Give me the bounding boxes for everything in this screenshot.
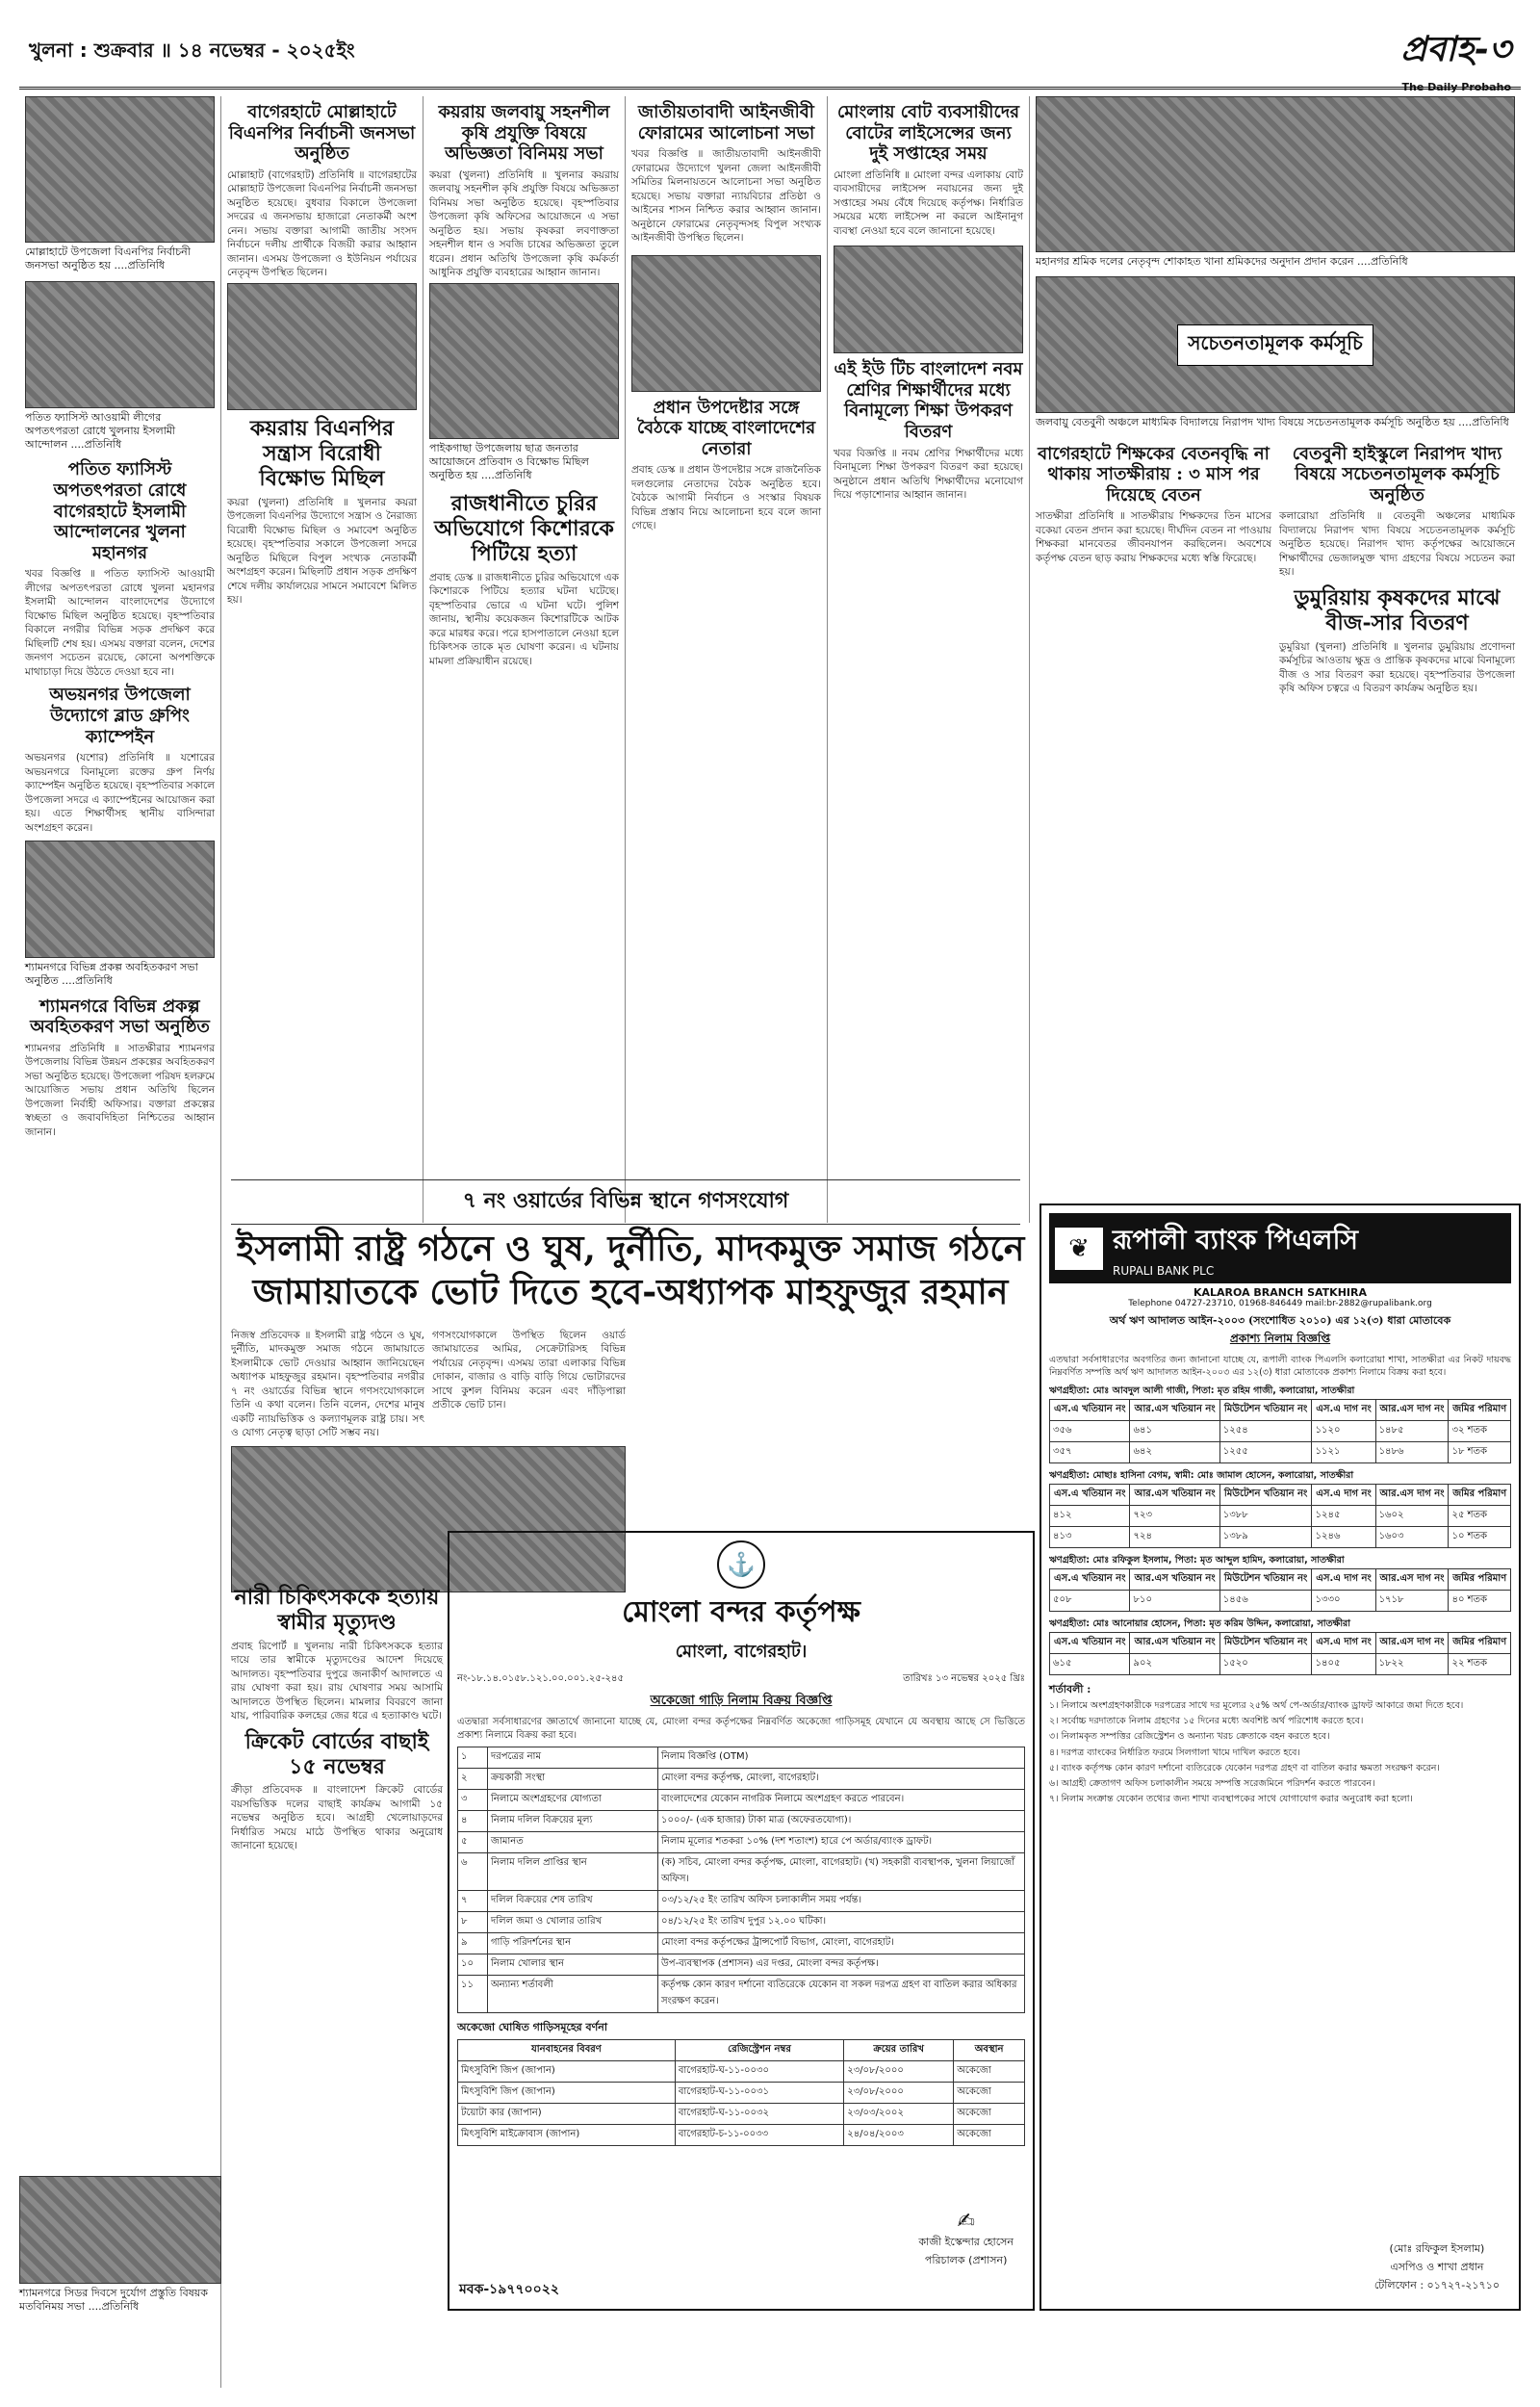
property-cell: ৬১৫ — [1050, 1654, 1130, 1675]
article-text: মোল্লাহাট (বাগেরহাট) প্রতিনিধি ॥ বাগেরহাটের মোল্লাহাট উপজেলা বিএনপির নির্বাচনী জনসভা অনুষ্ঠিত হয়েছে। বুধবার বিকালে উপজেলা সদরের এ জনসভায় হাজারো নেতাকর্মী অংশ নেন। সভায় বক্তারা আগামী জাতীয় সংসদ নির্বাচনে দলীয় প্রার্থীকে বিজয়ী করার আহ্বান জানান। এসময় উপজেলা ও ইউনিয়ন পর্যায়ের নেতৃবৃন্দ উপস্থিত ছিলেন। — [227, 168, 417, 279]
article-text: প্রবাহ ডেস্ক ॥ প্রধান উপদেষ্টার সঙ্গে রাজনৈতিক দলগুলোর নেতাদের বৈঠক অনুষ্ঠিত হবে। বৈঠকে আগামী নির্বাচন ও সংস্কার বিষয়ক বিভিন্ন প্রস্তাব নিয়ে আলোচনা হবে বলে জানা গেছে। — [631, 464, 821, 532]
notice-term-cell: নিলামে অংশগ্রহণের যোগ্যতা — [488, 1789, 658, 1810]
property-cell: ৬৪১ — [1130, 1421, 1219, 1442]
bank-notice-subtitle: প্রকাশ্য নিলাম বিজ্ঞপ্তি — [1229, 1332, 1331, 1345]
vehicle-cell: টয়োটা কার (জাপান) — [458, 2103, 676, 2124]
property-cell: ৪১২ — [1050, 1506, 1130, 1527]
borrower-label: ঋণগ্রহীতা: মোঃ আনোয়ার হোসেন, পিতা: মৃত করিম উদ্দিন, কলারোয়া, সাতক্ষীরা — [1049, 1618, 1351, 1630]
vehicle-table-header — [458, 2039, 1025, 2060]
article-body — [25, 567, 215, 679]
notice-ref: নং-১৮.১৪.০১৫৮.১২১.০০.০০১.২৫-২৪৫ — [457, 1673, 624, 1684]
column-1 — [19, 96, 221, 2388]
property-cell: ৪১৩ — [1050, 1527, 1130, 1548]
column-2 — [221, 96, 424, 1223]
property-cell: ১৪৮৬ — [1375, 1442, 1449, 1463]
article-headline: রাজধানীতে চুরির অভিযোগে কিশোরকে পিটিয়ে হত্যা — [434, 490, 614, 567]
property-cell: ৫০৮ — [1050, 1591, 1130, 1612]
property-cell: ১৫২০ — [1219, 1654, 1312, 1675]
notice-term-cell: ১০ — [458, 1954, 488, 1975]
column-5 — [828, 96, 1030, 1223]
news-photo — [1036, 96, 1515, 252]
term-item: ৩। নিলামকৃত সম্পত্তির রেজিস্ট্রেশন ও অন্যান্য খরচ ক্রেতাকে বহন করতে হবে। — [1049, 1731, 1330, 1743]
property-header-cell: আর.এস দাগ নং — [1375, 1485, 1449, 1506]
terms-title: শর্তাবলী : — [1049, 1683, 1091, 1696]
property-header-cell: আর.এস দাগ নং — [1375, 1569, 1449, 1591]
article-body — [231, 1329, 626, 1440]
vehicle-cell: ২৩/০৮/২০০০ — [844, 2060, 954, 2082]
property-cell: ১২৪৫ — [1312, 1506, 1375, 1527]
property-header-cell: মিউটেশন খতিয়ান নং — [1219, 1400, 1312, 1421]
terms-list — [1049, 1699, 1511, 1805]
property-header-row — [1050, 1485, 1511, 1506]
notice-term-cell: ৪ — [458, 1810, 488, 1831]
property-cell: ৪০ শতক — [1449, 1591, 1511, 1612]
property-cell: ২৫ শতক — [1449, 1506, 1511, 1527]
header-date: খুলনা : শুক্রবার ॥ ১৪ নভেম্বর - ২০২৫ইং — [29, 39, 355, 62]
photo-caption: পাইকগাছা উপজেলায় ছাত্র জনতার আয়োজনে প্রতিবাদ ও বিক্ষোভ মিছিল অনুষ্ঠিত হয় ....প্রতিনিধি — [429, 441, 589, 482]
property-row — [1050, 1527, 1511, 1548]
article-text: খবর বিজ্ঞপ্তি ॥ নবম শ্রেণির শিক্ষার্থীদের মধ্যে বিনামূল্যে শিক্ষা উপকরণ বিতরণ করা হয়েছে। অনুষ্ঠানে প্রধান অতিথি শিক্ষার্থীদের মনোযোগ দিয়ে পড়াশোনার আহ্বান জানান। — [834, 447, 1023, 502]
lead-headline: ইসলামী রাষ্ট্র গঠনে ও ঘুষ, দুর্নীতি, মাদকমুক্ত সমাজ গঠনে জামায়াতকে ভোট দিতে হবে-অধ্যাপক মাহফুজুর রহমান — [236, 1229, 1025, 1312]
notice-ref-row — [457, 1671, 1025, 1688]
article-headline: মোংলায় বোট ব্যবসায়ীদের বোটের লাইসেন্সের জন্য দুই সপ্তাহের সময় — [836, 102, 1020, 165]
property-header-cell: এস.এ দাগ নং — [1312, 1633, 1375, 1654]
notice-term-cell: নিলাম মূল্যের শতকরা ১০% (দশ শতাংশ) হারে পে অর্ডার/ব্যাংক ড্রাফট। — [658, 1831, 1025, 1852]
article-text: খবর বিজ্ঞপ্তি ॥ পতিত ফ্যাসিস্ট আওয়ামী লীগের অপতৎপরতা রোধে খুলনা মহানগর ইসলামী আন্দোলন বাংলাদেশের উদ্যোগে বিক্ষোভ মিছিল অনুষ্ঠিত হয়েছে। বৃহস্পতিবার বিকালে নগরীর বিভিন্ন সড়ক প্রদক্ষিণ করে মিছিলটি শেষ হয়। এসময় বক্তারা বলেন, দেশের জনগণ সচেতন রয়েছে, কোনো অপশক্তিকে মাথাচাড়া দিয়ে উঠতে দেওয়া হবে না। — [25, 568, 215, 678]
vehicle-row — [458, 2103, 1025, 2124]
notice-term-cell: ক্রয়কারী সংস্থা — [488, 1768, 658, 1789]
borrower-label: ঋণগ্রহীতা: মোছাঃ হাসিনা বেগম, স্বামী: মোঃ জামাল হোসেন, কলারোয়া, সাতক্ষীরা — [1049, 1470, 1354, 1482]
property-header-cell: এস.এ খতিয়ান নং — [1050, 1633, 1130, 1654]
notice-term-cell: দরপত্রের নাম — [488, 1747, 658, 1768]
property-header-cell: জমির পরিমাণ — [1449, 1485, 1511, 1506]
property-cell: ৮১০ — [1130, 1591, 1219, 1612]
article-headline: বেতবুনী হাইস্কুলে নিরাপদ খাদ্য বিষয়ে সচেতনতামূলক কর্মসূচি অনুষ্ঠিত — [1292, 443, 1502, 505]
article-headline: নারী চিকিৎসককে হত্যায় স্বামীর মৃত্যুদণ্ড — [234, 1585, 440, 1636]
article-text: কলারোয়া প্রতিনিধি ॥ বেতবুনী অঞ্চলের মাধ্যমিক বিদ্যালয়ে নিরাপদ খাদ্য বিষয়ে সচেতনতামূলক কর্মসূচি অনুষ্ঠিত হয়েছে। নিরাপদ খাদ্য কর্তৃপক্ষের আয়োজনে শিক্ষার্থীদের ভেজালমুক্ত খাদ্য গ্রহণের বিষয়ে সচেতন করা হয়। — [1279, 510, 1515, 579]
newspaper-page — [19, 19, 1521, 2388]
vehicle-cell: ২৩/০৮/২০০০ — [844, 2082, 954, 2103]
notice-term-cell: দলিল বিক্রয়ের শেষ তারিখ — [488, 1890, 658, 1911]
notice-term-cell: ১০০০/- (এক হাজার) টাকা মাত্র (অফেরতযোগ্য)। — [658, 1810, 1025, 1831]
column-3 — [424, 96, 626, 1223]
article-body — [1036, 509, 1271, 565]
notice-term-row — [458, 1768, 1025, 1789]
property-cell: ১৭১৮ — [1375, 1591, 1449, 1612]
notice-term-cell: ১ — [458, 1747, 488, 1768]
column-6 — [1030, 96, 1521, 1223]
property-header-row — [1050, 1400, 1511, 1421]
property-cell: ১৩৮৮ — [1219, 1506, 1312, 1527]
property-header-row — [1050, 1633, 1511, 1654]
property-cell: ১১২০ — [1312, 1421, 1375, 1442]
bank-name-bn: রূপালী ব্যাংক পিএলসি — [1113, 1224, 1359, 1255]
mongla-port-notice — [448, 1531, 1035, 2311]
property-header-cell: এস.এ খতিয়ান নং — [1050, 1400, 1130, 1421]
vehicle-cell: বাগেরহাট-ঘ-১১-০০৩১ — [675, 2082, 843, 2103]
notice-term-row — [458, 1975, 1025, 2012]
notice-term-cell: অন্যান্য শর্তাবলী — [488, 1975, 658, 2012]
bank-name-en: RUPALI BANK PLC — [1113, 1264, 1215, 1278]
notice-term-cell: গাড়ি পরিদর্শনের স্থান — [488, 1932, 658, 1954]
notice-term-row — [458, 1831, 1025, 1852]
logo-subtitle: The Daily Probaho — [1401, 81, 1511, 93]
news-photo — [429, 283, 619, 439]
term-item: ৫। ব্যাংক কর্তৃপক্ষ কোন কারণ দর্শানো ব্যতিরেকে যেকোন দরপত্র গ্রহণ বা বাতিল করার ক্ষমতা সংরক্ষণ করেন। — [1049, 1762, 1440, 1773]
notice-header — [457, 1540, 1025, 1668]
vehicle-cell: অকেজো — [954, 2103, 1025, 2124]
notice-term-cell: বাংলাদেশের যেকোন নাগরিক নিলামে অংশগ্রহণ করতে পারবেন। — [658, 1789, 1025, 1810]
term-item: ৪। দরপত্র ব্যাংকের নির্ধারিত ফরমে সিলগালা খামে দাখিল করতে হবে। — [1049, 1747, 1300, 1758]
term-item: ৭। নিলাম সংক্রান্ত যেকোন তথ্যের জন্য শাখা ব্যবস্থাপকের সাথে যোগাযোগ করার অনুরোধ করা হলো। — [1049, 1793, 1413, 1804]
notice-term-cell: ০৩/১২/২৫ ইং তারিখ অফিস চলাকালীন সময় পর্যন্ত। — [658, 1890, 1025, 1911]
bank-signature — [1374, 2240, 1500, 2295]
notice-term-cell: কর্তৃপক্ষ কোন কারণ দর্শানো ব্যতিরেকে যেকোন বা সকল দরপত্র গ্রহণ বা বাতিল করার অধিকার সংরক্ষণ করেন। — [658, 1975, 1025, 2012]
notice-term-row — [458, 1954, 1025, 1975]
article-body — [1279, 509, 1515, 579]
banner-overlay — [1037, 277, 1514, 412]
article-headline: এই ইউ টিচ বাংলাদেশ নবম শ্রেণির শিক্ষার্থীদের মধ্যে বিনামূল্যে শিক্ষা উপকরণ বিতরণ — [834, 359, 1023, 442]
vehicle-header-cell: রেজিস্ট্রেশন নম্বর — [675, 2039, 843, 2060]
vehicle-cell: ২৩/০৩/২০০২ — [844, 2103, 954, 2124]
news-photo — [1036, 276, 1515, 413]
bank-branch: KALAROA BRANCH SATKHIRA — [1193, 1286, 1367, 1299]
article-headline: শ্যামনগরে বিভিন্ন প্রকল্প অবহিতকরণ সভা অনুষ্ঠিত — [30, 996, 210, 1038]
article-body — [834, 447, 1023, 503]
vehicle-cell: বাগেরহাট-ঘ-১১-০০৩২ — [675, 2103, 843, 2124]
property-header-cell: মিউটেশন খতিয়ান নং — [1219, 1633, 1312, 1654]
article-headline: কয়রায় জলবায়ু সহনশীল কৃষি প্রযুক্তি বিষয়ে অভিজ্ঞতা বিনিময় সভা — [438, 102, 610, 165]
column-4 — [626, 96, 828, 1223]
signature-mark: ✍ — [957, 2210, 975, 2234]
property-cell: ১৮ শতক — [1449, 1442, 1511, 1463]
property-cell: ১৮২২ — [1375, 1654, 1449, 1675]
article-headline: বাগেরহাটে শিক্ষকের বেতনবৃদ্ধি না থাকায় সাতক্ষীরায় : ৩ মাস পর দিয়েছে বেতন — [1038, 443, 1270, 505]
news-photo — [25, 281, 215, 408]
property-header-cell: মিউটেশন খতিয়ান নং — [1219, 1569, 1312, 1591]
property-header-cell: এস.এ খতিয়ান নং — [1050, 1485, 1130, 1506]
vehicle-header-cell: ক্রয়ের তারিখ — [844, 2039, 954, 2060]
article-body — [631, 147, 821, 245]
article-headline: অভয়নগর উপজেলা উদ্যোগে ব্লাড গ্রুপিং ক্যাম্পেইন — [49, 685, 191, 747]
article-body — [1279, 640, 1515, 696]
property-table — [1049, 1484, 1511, 1548]
vehicle-header-cell: অবস্থান — [954, 2039, 1025, 2060]
notice-term-cell: নিলাম দলিল প্রাপ্তির স্থান — [488, 1852, 658, 1890]
notice-term-row — [458, 1810, 1025, 1831]
notice-term-cell: নিলাম দলিল বিক্রয়ের মূল্য — [488, 1810, 658, 1831]
news-photo — [25, 841, 215, 958]
notice-term-row — [458, 1911, 1025, 1932]
bank-signer-title: এসপিও ও শাখা প্রধান — [1390, 2261, 1484, 2273]
property-header-cell: জমির পরিমাণ — [1449, 1633, 1511, 1654]
notice-subtitle: মোংলা, বাগেরহাট। — [675, 1642, 808, 1662]
property-header-cell: আর.এস দাগ নং — [1375, 1633, 1449, 1654]
property-header-cell: এস.এ দাগ নং — [1312, 1569, 1375, 1591]
signer-title: পরিচালক (প্রশাসন) — [924, 2254, 1008, 2266]
notice-heading: অকেজো গাড়ি নিলাম বিক্রয় বিজ্ঞপ্তি — [650, 1694, 833, 1708]
property-cell: ২২ শতক — [1449, 1654, 1511, 1675]
notice-terms-table — [457, 1747, 1025, 2013]
logo-text: প্রবাহ-৩ — [1400, 29, 1511, 69]
property-header-cell: জমির পরিমাণ — [1449, 1400, 1511, 1421]
article-body — [429, 571, 619, 668]
property-cell: ১২৫৫ — [1219, 1442, 1312, 1463]
property-header-cell: জমির পরিমাণ — [1449, 1569, 1511, 1591]
vehicle-table-title: অকেজো ঘোষিত গাড়িসমূহের বর্ণনা — [457, 2020, 608, 2033]
article-text: শ্যামনগর প্রতিনিধি ॥ সাতক্ষীরার শ্যামনগর উপজেলায় বিভিন্ন উন্নয়ন প্রকল্পের অবহিতকরণ সভা অনুষ্ঠিত হয়েছে। উপজেলা পরিষদ হলরুমে আয়োজিত সভায় প্রধান অতিথি ছিলেন উপজেলা নির্বাহী অফিসার। বক্তারা প্রকল্পের স্বচ্ছতা ও জবাবদিহিতা নিশ্চিতের আহ্বান জানান। — [25, 1042, 215, 1138]
property-cell: ১২৪৬ — [1312, 1527, 1375, 1548]
property-header-cell: আর.এস খতিয়ান নং — [1130, 1633, 1219, 1654]
bottom-photo-block — [19, 2176, 221, 2322]
vehicle-row — [458, 2082, 1025, 2103]
newspaper-logo — [1400, 23, 1511, 93]
article-body — [631, 463, 821, 532]
article-text: কয়রা (খুলনা) প্রতিনিধি ॥ খুলনার কয়রা উপজেলা বিএনপির উদ্যোগে সন্ত্রাস ও নৈরাজ্য বিরোধী বিক্ষোভ মিছিল ও সমাবেশ অনুষ্ঠিত হয়েছে। বৃহস্পতিবার সকালে উপজেলা সদরে অনুষ্ঠিত মিছিলে বিপুল সংখ্যক নেতাকর্মী অংশগ্রহণ করেন। মিছিলটি প্রধান সড়ক প্রদক্ষিণ শেষে দলীয় কার্যালয়ের সামনে সমাবেশে মিলিত হয়। — [227, 496, 417, 607]
notice-term-row — [458, 1890, 1025, 1911]
article-text: খবর বিজ্ঞপ্তি ॥ জাতীয়তাবাদী আইনজীবী ফোরামের উদ্যোগে খুলনা জেলা আইনজীবী সমিতির মিলনায়তনে আলোচনা সভা অনুষ্ঠিত হয়েছে। সভায় বক্তারা ন্যায়বিচার প্রতিষ্ঠা ও আইনের শাসন নিশ্চিত করার আহ্বান জানান। অনুষ্ঠানে ফোরামের নেতৃবৃন্দসহ বিপুল সংখ্যক আইনজীবী উপস্থিত ছিলেন। — [631, 148, 821, 245]
notice-signature — [918, 2210, 1014, 2270]
notice-terms-body — [458, 1747, 1025, 2012]
vehicle-header-cell: যানবাহনের বিবরণ — [458, 2039, 676, 2060]
signer-name: কাজী ইস্কেন্দার হোসেন — [918, 2236, 1014, 2248]
bank-logo-icon: ❦ — [1055, 1228, 1103, 1270]
vehicle-cell: অকেজো — [954, 2060, 1025, 2082]
article-body — [834, 168, 1023, 238]
property-header-cell: আর.এস খতিয়ান নং — [1130, 1485, 1219, 1506]
rupali-bank-notice — [1040, 1204, 1521, 2311]
article-text: ডুমুরিয়া (খুলনা) প্রতিনিধি ॥ খুলনার ডুমুরিয়ায় প্রণোদনা কর্মসূচির আওতায় ক্ষুদ্র ও প্রান্তিক কৃষকদের মাঝে বিনামূল্যে বীজ ও সার বিতরণ করা হয়েছে। বৃহস্পতিবার উপজেলা কৃষি অফিস চত্বরে এ বিতরণ কার্যক্রম অনুষ্ঠিত হয়। — [1279, 640, 1515, 695]
notice-term-cell: ৫ — [458, 1831, 488, 1852]
notice-term-cell: জামানত — [488, 1831, 658, 1852]
article-body — [25, 1042, 215, 1139]
property-cell: ১৪৮৫ — [1375, 1421, 1449, 1442]
photo-caption: শ্যামনগরে বিভিন্ন প্রকল্প অবহিতকরণ সভা অনুষ্ঠিত ....প্রতিনিধি — [25, 961, 198, 988]
vehicle-cell: মিৎসুবিশি জিপ (জাপান) — [458, 2060, 676, 2082]
side-story — [231, 1579, 443, 1856]
notice-title: মোংলা বন্দর কর্তৃপক্ষ — [622, 1595, 860, 1629]
borrower-label: ঋণগ্রহীতা: মোঃ রফিকুল ইসলাম, পিতা: মৃত আব্দুল হামিদ, কলারোয়া, সাতক্ষীরা — [1049, 1555, 1345, 1566]
vehicle-table — [457, 2039, 1025, 2146]
news-photo — [227, 283, 417, 410]
vehicle-table-body — [458, 2060, 1025, 2145]
bank-header — [1049, 1213, 1511, 1283]
notice-date: তারিখঃ ১৩ নভেম্বর ২০২৫ খ্রিঃ — [903, 1673, 1025, 1684]
article-text: প্রবাহ ডেস্ক ॥ রাজধানীতে চুরির অভিযোগে এক কিশোরকে পিটিয়ে হত্যার ঘটনা ঘটেছে। বৃহস্পতিবার ভোরে এ ঘটনা ঘটে। পুলিশ জানায়, স্থানীয় কয়েকজন কিশোরটিকে আটক করে মারধর করে। পরে হাসপাতালে নেওয়া হলে চিকিৎসক তাকে মৃত ঘোষণা করেন। এ ঘটনায় মামলা প্রক্রিয়াধীন রয়েছে। — [429, 571, 619, 667]
property-cell: ১৩৮৯ — [1219, 1527, 1312, 1548]
notice-term-cell: ১১ — [458, 1975, 488, 2012]
vehicle-cell: বাগেরহাট-চ-১১-০০৩৩ — [675, 2124, 843, 2145]
vehicle-cell: মিৎসুবিশি জিপ (জাপান) — [458, 2082, 676, 2103]
notice-code: মবক-১৯৭৭০০২২ — [459, 2282, 559, 2297]
bank-notice-intro: এতদ্বারা সর্বসাধারণের অবগতির জন্য জানানো যাচ্ছে যে, রূপালী ব্যাংক পিএলসি কলারোয়া শাখা, সাতক্ষীরা এর নিকট দায়বদ্ধ নিম্নবর্ণিত সম্পত্তি অর্থ ঋণ আদালত আইন-২০০৩ এর ১২(৩) ধারা মোতাবেক প্রকাশ্য নিলামে বিক্রয় করা হবে। — [1049, 1355, 1511, 1379]
article-text: গণসংযোগকালে উপস্থিত ছিলেন ওয়ার্ড জামায়াতের আমির, সেক্রেটারিসহ বিভিন্ন পর্যায়ের নেতৃবৃন্দ। এসময় তারা এলাকার বিভিন্ন দোকান, বাজার ও বাড়ি বাড়ি গিয়ে ভোটারদের সাথে কুশল বিনিময় করেন এবং দাঁড়িপাল্লা প্রতীকে ভোট চান। — [432, 1330, 626, 1411]
property-table — [1049, 1399, 1511, 1463]
col6-right — [1279, 438, 1515, 699]
notice-intro: এতদ্বারা সর্বসাধারণের জ্ঞাতার্থে জানানো যাচ্ছে যে, মোংলা বন্দর কর্তৃপক্ষের নিম্নবর্ণিত অকেজো গাড়িসমূহ যেখানে যে অবস্থায় আছে সে ভিত্তিতে প্রকাশ্য নিলামে বিক্রয় করা হবে। — [457, 1717, 1025, 1741]
property-cell: ১০ শতক — [1449, 1527, 1511, 1548]
term-item: ১। নিলামে অংশগ্রহণকারীকে দরপত্রের সাথে দর মূল্যের ২৫% অর্থ পে-অর্ডার/ব্যাংক ড্রাফট আকারে জমা দিতে হবে। — [1049, 1700, 1464, 1712]
photo-caption: পতিত ফ্যাসিস্ট আওয়ামী লীগের অপতৎপরতা রোধে খুলনায় ইসলামী আন্দোলন ....প্রতিনিধি — [25, 410, 176, 452]
term-item: ৬। আগ্রহী ক্রেতাগণ অফিস চলাকালীন সময়ে সম্পত্তি সরেজমিনে পরিদর্শন করতে পারবেন। — [1049, 1777, 1375, 1789]
bank-name-block — [1113, 1219, 1358, 1278]
borrower-label: ঋণগ্রহীতা: মোঃ আবদুল আলী গাজী, পিতা: মৃত রহিম গাজী, কলারোয়া, সাতক্ষীরা — [1049, 1385, 1355, 1397]
notice-term-cell: দলিল জমা ও খোলার তারিখ — [488, 1911, 658, 1932]
property-cell: ৩৫৬ — [1050, 1421, 1130, 1442]
property-header-cell: এস.এ দাগ নং — [1312, 1400, 1375, 1421]
property-header-cell: আর.এস খতিয়ান নং — [1130, 1569, 1219, 1591]
bank-contact: Telephone 04727-23710, 01968-846449 mail:br-2882@rupalibank.org — [1128, 1299, 1432, 1308]
notice-term-row — [458, 1932, 1025, 1954]
notice-term-cell: উপ-ব্যবস্থাপক (প্রশাসন) এর দপ্তর, মোংলা বন্দর কর্তৃপক্ষ। — [658, 1954, 1025, 1975]
property-table — [1049, 1632, 1511, 1675]
property-cell: ১৬০২ — [1375, 1506, 1449, 1527]
port-emblem-icon: ⚓ — [717, 1540, 765, 1589]
col6-split — [1036, 438, 1515, 699]
notice-term-cell: ২ — [458, 1768, 488, 1789]
article-headline: ডুমুরিয়ায় কৃষকদের মাঝে বীজ-সার বিতরণ — [1294, 584, 1501, 636]
article-body — [429, 168, 619, 280]
article-text: সাতক্ষীরা প্রতিনিধি ॥ সাতক্ষীরায় শিক্ষকদের তিন মাসের বকেয়া বেতন প্রদান করা হয়েছে। দীর্ঘদিন বেতন না পাওয়ায় শিক্ষকরা মানবেতর জীবনযাপন করছিলেন। অবশেষে কর্তৃপক্ষ বেতন ছাড় করায় শিক্ষকদের মধ্যে স্বস্তি ফিরেছে। — [1036, 510, 1271, 564]
article-headline: প্রধান উপদেষ্টার সঙ্গে বৈঠকে যাচ্ছে বাংলাদেশের নেতারা — [636, 397, 816, 459]
property-cell: ৯০২ — [1130, 1654, 1219, 1675]
photo-caption: মহানগর শ্রমিক দলের নেতৃবৃন্দ শোকাহত খানা শ্রমিকদের অনুদান প্রদান করেন ....প্রতিনিধি — [1036, 255, 1408, 268]
property-cell: ১৪০৫ — [1312, 1654, 1375, 1675]
article-text: মোংলা প্রতিনিধি ॥ মোংলা বন্দর এলাকায় বোট ব্যবসায়ীদের লাইসেন্স নবায়নের জন্য দুই সপ্তাহের সময় বেঁধে দিয়েছে কর্তৃপক্ষ। নির্ধারিত সময়ের মধ্যে লাইসেন্স না করলে আইনানুগ ব্যবস্থা নেওয়া হবে বলে জানানো হয়েছে। — [834, 168, 1023, 237]
property-schedule — [1049, 1385, 1511, 1675]
property-row — [1050, 1591, 1511, 1612]
vehicle-cell: অকেজো — [954, 2124, 1025, 2145]
notice-term-cell: (ক) সচিব, মোংলা বন্দর কর্তৃপক্ষ, মোংলা, বাগেরহাট। (খ) সহকারী ব্যবস্থাপক, খুলনা লিয়াজোঁ অফিস। — [658, 1852, 1025, 1890]
property-header-cell: এস.এ খতিয়ান নং — [1050, 1569, 1130, 1591]
property-header-cell: আর.এস খতিয়ান নং — [1130, 1400, 1219, 1421]
property-cell: ১৩৩০ — [1312, 1591, 1375, 1612]
property-cell: ৭২৩ — [1130, 1506, 1219, 1527]
article-body — [231, 1640, 443, 1723]
article-headline: জাতীয়তাবাদী আইনজীবী ফোরামের আলোচনা সভা — [637, 102, 815, 143]
property-row — [1050, 1654, 1511, 1675]
notice-term-cell: ০৪/১২/২৫ ইং তারিখ দুপুর ১২.০০ ঘটিকা। — [658, 1911, 1025, 1932]
vehicle-cell: বাগেরহাট-ঘ-১১-০০৩০ — [675, 2060, 843, 2082]
news-photo — [631, 255, 821, 392]
section-band: ৭ নং ওয়ার্ডের বিভিন্ন স্থানে গণসংযোগ — [231, 1179, 1020, 1225]
property-header-cell: মিউটেশন খতিয়ান নং — [1219, 1485, 1312, 1506]
notice-term-cell: ৬ — [458, 1852, 488, 1890]
article-body — [227, 168, 417, 280]
article-text: নিজস্ব প্রতিবেদক ॥ ইসলামী রাষ্ট্র গঠনে ও ঘুষ, দুর্নীতি, মাদকমুক্ত সমাজ গঠনে জামায়াতে ইসলামীকে ভোট দেওয়ার আহ্বান জানিয়েছেন অধ্যাপক মাহফুজুর রহমান। বৃহস্পতিবার নগরীর ৭ নং ওয়ার্ডের বিভিন্ন স্থানে গণসংযোগকালে তিনি এ কথা বলেন। তিনি বলেন, দেশের মানুষ একটি ন্যায়ভিত্তিক ও কল্যাণমূলক রাষ্ট্র চায়। সৎ ও যোগ্য নেতৃত্ব ছাড়া সেটি সম্ভব নয়। — [231, 1330, 424, 1439]
article-text: অভয়নগর (যশোর) প্রতিনিধি ॥ যশোরের অভয়নগরে বিনামূল্যে রক্তের গ্রুপ নির্ণয় ক্যাম্পেইন অনুষ্ঠিত হয়েছে। বৃহস্পতিবার সকালে উপজেলা সদরে এ ক্যাম্পেইনের আয়োজন করা হয়। এতে শিক্ষার্থীসহ স্থানীয় বাসিন্দারা অংশগ্রহণ করেন। — [25, 752, 215, 834]
photo-caption: মোল্লাহাটে উপজেলা বিএনপির নির্বাচনী জনসভা অনুষ্ঠিত হয় ....প্রতিনিধি — [25, 246, 191, 272]
vehicle-row — [458, 2124, 1025, 2145]
photo-caption: জলবায়ু বেতবুনী অঞ্চলে মাধ্যমিক বিদ্যালয়ে নিরাপদ খাদ্য বিষয়ে সচেতনতামূলক কর্মসূচি অনুষ্ঠিত হয় ....প্রতিনিধি — [1036, 416, 1509, 429]
term-item: ২। সর্বোচ্চ দরদাতাকে নিলাম গ্রহণের ১৫ দিনের মধ্যে অবশিষ্ট অর্থ পরিশোধ করতে হবে। — [1049, 1716, 1364, 1727]
bank-signer-name: (মোঃ রফিকুল ইসলাম) — [1389, 2242, 1485, 2255]
vehicle-cell: ২৪/০৪/২০০৩ — [844, 2124, 954, 2145]
page-header — [19, 19, 1521, 93]
article-headline: পতিত ফ্যাসিস্ট অপতৎপরতা রোধে বাগেরহাটে ইসলামী আন্দোলনের খুলনা মহানগর — [53, 459, 187, 563]
notice-term-cell: ৭ — [458, 1890, 488, 1911]
bank-phone: টেলিফোন : ০১৭২৭-২১৭১০ — [1373, 2279, 1500, 2291]
photo-caption: শ্যামনগরে সিডর দিবসে দুর্যোগ প্রস্তুতি বিষয়ক মতবিনিময় সভা ....প্রতিনিধি — [19, 2287, 208, 2314]
photo-banner-text: সচেতনতামূলক কর্মসূচি — [1177, 324, 1373, 366]
article-body — [25, 751, 215, 835]
property-cell: ১৬০৩ — [1375, 1527, 1449, 1548]
property-cell: ৩২ শতক — [1449, 1421, 1511, 1442]
vehicle-cell: অকেজো — [954, 2082, 1025, 2103]
article-text: কয়রা (খুলনা) প্রতিনিধি ॥ খুলনার কয়রায় জলবায়ু সহনশীল কৃষি প্রযুক্তি বিষয়ে অভিজ্ঞতা বিনিময় সভা অনুষ্ঠিত হয়েছে। বৃহস্পতিবার উপজেলা কৃষি অফিসের আয়োজনে এ সভা অনুষ্ঠিত হয়। সভায় কৃষকরা লবণাক্ততা সহনশীল ধান ও সবজি চাষের অভিজ্ঞতা তুলে ধরেন। প্রধান অতিথি উপজেলা কৃষি কর্মকর্তা আধুনিক প্রযুক্তি ব্যবহারের আহ্বান জানান। — [429, 168, 619, 279]
property-cell: ৩৫৭ — [1050, 1442, 1130, 1463]
article-headline: ক্রিকেট বোর্ডের বাছাই ১৫ নভেম্বর — [244, 1728, 429, 1780]
news-photo — [834, 246, 1023, 353]
property-cell: ১২৫৪ — [1219, 1421, 1312, 1442]
property-cell: ১১২১ — [1312, 1442, 1375, 1463]
article-headline: বাগেরহাটে মোল্লাহাটে বিএনপির নির্বাচনী জনসভা অনুষ্ঠিত — [228, 102, 416, 165]
article-headline: কয়রায় বিএনপির সন্ত্রাস বিরোধী বিক্ষোভ মিছিল — [249, 415, 395, 492]
property-header-cell: আর.এস দাগ নং — [1375, 1400, 1449, 1421]
news-photo — [25, 96, 215, 243]
notice-term-cell: নিলাম বিজ্ঞপ্তি (OTM) — [658, 1747, 1025, 1768]
article-body — [227, 496, 417, 608]
property-row — [1050, 1442, 1511, 1463]
property-row — [1050, 1421, 1511, 1442]
notice-term-cell: ৮ — [458, 1911, 488, 1932]
notice-term-cell: নিলাম খোলার স্থান — [488, 1954, 658, 1975]
notice-term-row — [458, 1852, 1025, 1890]
vehicle-cell: মিৎসুবিশি মাইক্রোবাস (জাপান) — [458, 2124, 676, 2145]
notice-term-cell: ৩ — [458, 1789, 488, 1810]
notice-term-cell: ৯ — [458, 1932, 488, 1954]
property-cell: ৭২৪ — [1130, 1527, 1219, 1548]
property-cell: ৬৪২ — [1130, 1442, 1219, 1463]
notice-term-cell: মোংলা বন্দর কর্তৃপক্ষের ট্রান্সপোর্ট বিভাগ, মোংলা, বাগেরহাট। — [658, 1932, 1025, 1954]
property-header-cell: এস.এ দাগ নং — [1312, 1485, 1375, 1506]
notice-term-cell: মোংলা বন্দর কর্তৃপক্ষ, মোংলা, বাগেরহাট। — [658, 1768, 1025, 1789]
property-row — [1050, 1506, 1511, 1527]
news-photo — [19, 2176, 221, 2284]
property-table — [1049, 1568, 1511, 1612]
article-text: প্রবাহ রিপোর্ট ॥ খুলনায় নারী চিকিৎসককে হত্যার দায়ে তার স্বামীকে মৃত্যুদণ্ডের আদেশ দিয়েছে আদালত। বৃহস্পতিবার দুপুরে জনাকীর্ণ আদালতে এ রায় ঘোষণা করা হয়। রায় ঘোষণার সময় আসামি আদালতে উপস্থিত ছিলেন। মামলার বিবরণে জানা যায়, পারিবারিক কলহের জের ধরে এ হত্যাকাণ্ড ঘটে। — [231, 1640, 443, 1722]
property-header-row — [1050, 1569, 1511, 1591]
article-text: ক্রীড়া প্রতিবেদক ॥ বাংলাদেশ ক্রিকেট বোর্ডের বয়সভিত্তিক দলের বাছাই কার্যক্রম আগামী ১৫ নভেম্বর অনুষ্ঠিত হবে। আগ্রহী খেলোয়াড়দের নির্ধারিত সময়ে মাঠে উপস্থিত থাকার অনুরোধ জানানো হয়েছে। — [231, 1784, 443, 1852]
col6-left — [1036, 438, 1271, 699]
article-body — [231, 1783, 443, 1852]
notice-term-row — [458, 1747, 1025, 1768]
notice-term-row — [458, 1789, 1025, 1810]
vehicle-row — [458, 2060, 1025, 2082]
bank-notice-title: অর্থ ঋণ আদালত আইন-২০০৩ (সংশোধিত ২০১০) এর ১২(৩) ধারা মোতাবেক — [1109, 1314, 1451, 1327]
property-cell: ১৪৫৬ — [1219, 1591, 1312, 1612]
